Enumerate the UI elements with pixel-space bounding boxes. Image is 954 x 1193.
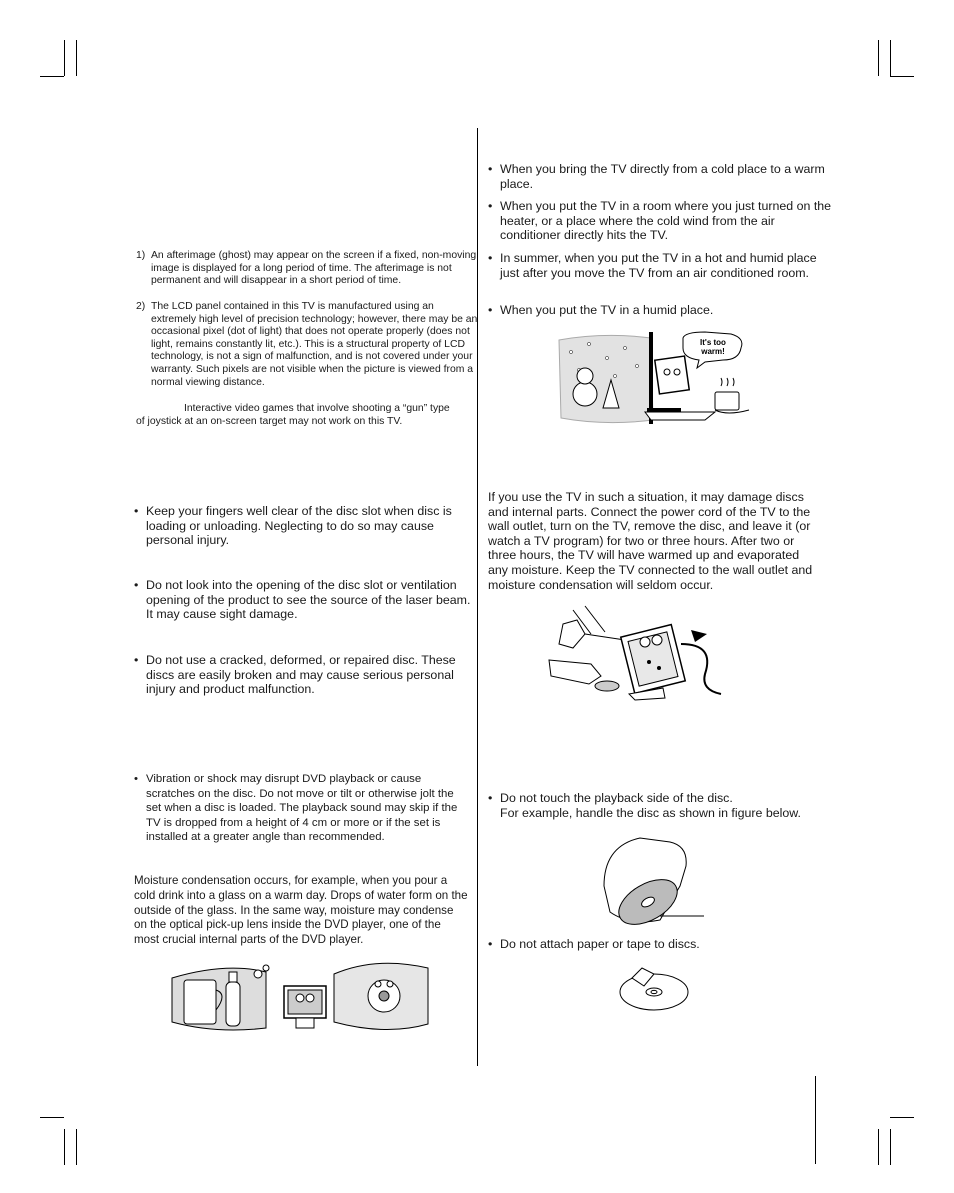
- tv-dry-illustration: [545, 604, 730, 702]
- moisture-paragraph: Moisture condensation occurs, for example, when you pour a cold drink into a glass on a warm day. Drops of water form on the outside of the glass. In the same way, moisture may condense on the optical pick-up lens inside the DVD player, one of the most crucial internal parts of the DVD player.: [134, 874, 468, 947]
- bullet-summer: • In summer, when you put the TV in a hot and humid place just after you move the TV from an air conditioned room.: [488, 251, 834, 280]
- condensation-illustration: [166, 958, 436, 1036]
- disc-handling-illustration: [600, 836, 708, 926]
- crop-mark: [64, 1129, 65, 1165]
- touch-line-1: • Do not touch the playback side of the disc.: [500, 791, 733, 805]
- bullet-fingers: • Keep your fingers well clear of the disc slot when disc is loading or unloading. Neglecting to do so may cause personal injury.: [134, 504, 478, 548]
- crop-mark: [890, 40, 891, 76]
- margin-rule: [815, 1076, 816, 1164]
- disc-tape-illustration: [616, 964, 692, 1014]
- bullet-cold-place: • When you bring the TV directly from a cold place to a warm place.: [488, 162, 834, 191]
- note-2: [136, 301, 481, 389]
- touch-line-2: For example, handle the disc as shown in figure below.: [500, 805, 801, 820]
- bullet-no-tape: • Do not attach paper or tape to discs.: [488, 937, 834, 952]
- note-2-number: 2): [136, 301, 146, 312]
- crop-mark: [890, 1117, 914, 1118]
- crop-mark: [64, 40, 65, 76]
- bullet-laser: • Do not look into the opening of the disc slot or ventilation opening of the product to see the source of the laser beam. It may cause sight damage.: [134, 578, 478, 622]
- warm-tv-illustration: [555, 330, 755, 426]
- note-1-number: 1): [136, 250, 146, 261]
- crop-mark: [890, 1129, 891, 1165]
- note-1: [136, 250, 481, 288]
- speech-bubble-line-1: It's too: [700, 338, 726, 347]
- crop-mark: [40, 1117, 64, 1118]
- note-2-text: The LCD panel contained in this TV is manufactured using an extremely high level of precision technology; however, there may be an occasional pixel (dot of light) that does not operate properly (does not light, remains constantly lit, etc.). This is a structural property of LCD technology, is not a sign of malfunction, and is not covered under your warranty. Such pixels are not visible when the picture is viewed from a normal viewing distance.: [151, 301, 478, 388]
- crop-mark: [878, 40, 879, 76]
- speech-bubble-line-2: warm!: [701, 347, 725, 356]
- bullet-vibration: • Vibration or shock may disrupt DVD playback or cause scratches on the disc. Do not move or tilt or otherwise jolt the set when a disc is loaded. The playback sound may skip if the TV is dropped from a height of 4 cm or more or if the set is installed at a greater angle than recommended.: [134, 772, 472, 845]
- crop-mark: [878, 1129, 879, 1165]
- crop-mark: [40, 76, 64, 77]
- crop-mark: [76, 40, 77, 76]
- warmup-paragraph: If you use the TV in such a situation, it may damage discs and internal parts. Connect the power cord of the TV to the wall outlet, turn on the TV, remove the disc, and leave it (or watch a TV program) for two or three hours. After two or three hours, the TV will have warmed up and evaporated any moisture. Keep the TV connected to the wall outlet and moisture condensation will seldom occur.: [488, 490, 813, 592]
- bullet-humid: • When you put the TV in a humid place.: [488, 303, 834, 318]
- crop-mark: [890, 76, 914, 77]
- bullet-heater: • When you put the TV in a room where you just turned on the heater, or a place where the cold wind from the air conditioner directly hits the TV.: [488, 199, 834, 243]
- bullet-cracked-disc: • Do not use a cracked, deformed, or repaired disc. These discs are easily broken and may cause serious personal injury and product malfunction.: [134, 653, 478, 697]
- note-line-1: Interactive video games that involve shooting a “gun” type: [184, 403, 450, 414]
- note-line-2: of joystick at an on-screen target may not work on this TV.: [136, 416, 403, 427]
- bullet-touch-disc: [488, 791, 834, 820]
- crop-mark: [76, 1129, 77, 1165]
- note-1-text: An afterimage (ghost) may appear on the screen if a fixed, non-moving image is displayed for a long period of time. The afterimage is not permanent and will disappear in a short period of time.: [151, 250, 477, 287]
